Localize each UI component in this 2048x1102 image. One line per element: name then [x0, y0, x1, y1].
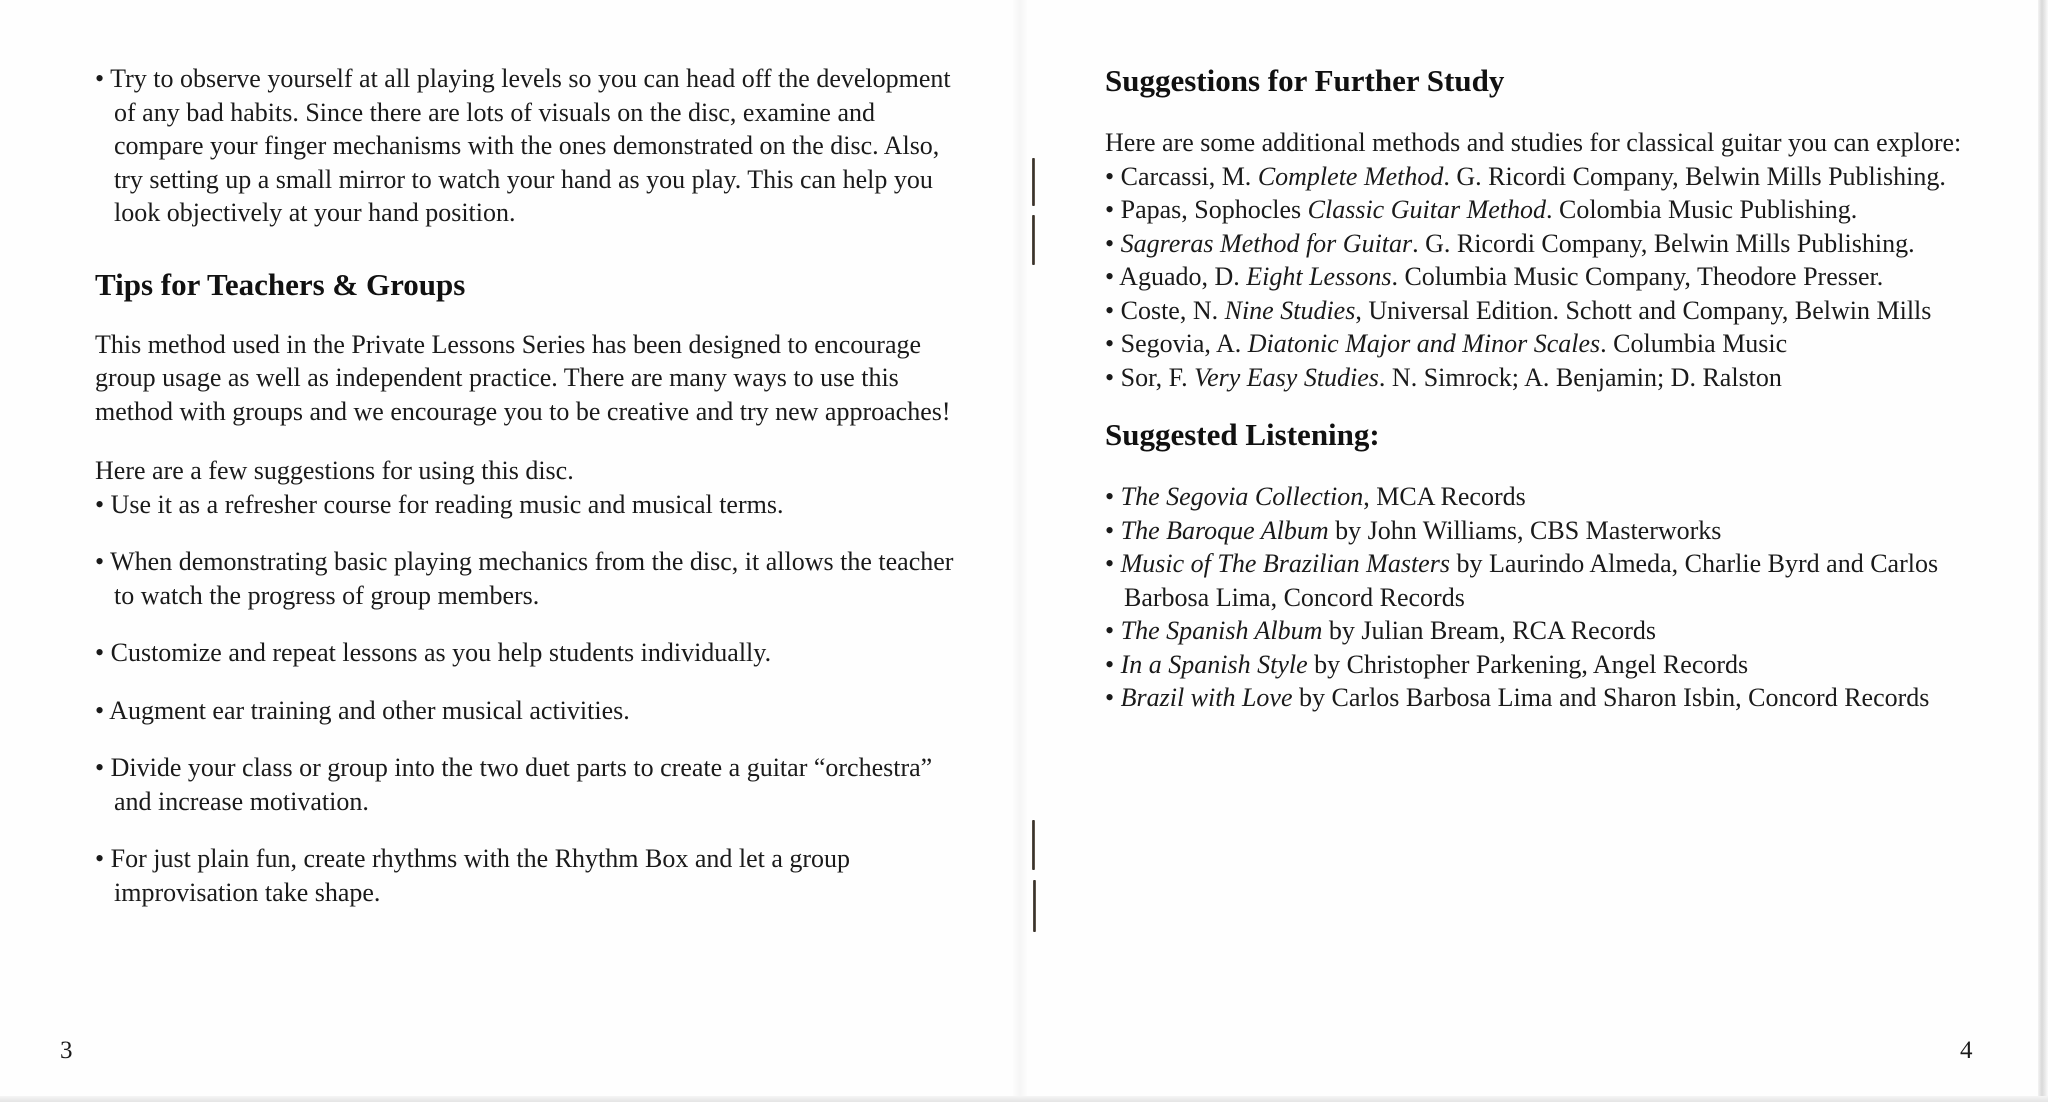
album-title: In a Spanish Style: [1120, 649, 1308, 679]
staple-bottom-lower: [1033, 880, 1036, 932]
study-item: [1105, 361, 2005, 395]
study-author: Carcassi, M.: [1120, 161, 1258, 191]
study-title: Diatonic Major and Minor Scales: [1247, 329, 1601, 358]
listening-item: [1105, 514, 2005, 548]
study-item: [1105, 227, 2005, 261]
teachers-heading: Tips for Teachers & Groups: [95, 266, 466, 302]
suggestion-item: • Customize and repeat lessons as you help students individually.: [95, 636, 955, 670]
album-details: by Christopher Parkening, Angel Records: [1307, 649, 1749, 679]
right-page-content: [1105, 62, 2005, 715]
staple-top-upper: [1032, 158, 1035, 206]
album-details: by Laurindo Almeda, Charlie Byrd and Carlos Barbosa Lima, Concord Records: [1124, 549, 1939, 612]
album-title: The Spanish Album: [1120, 616, 1323, 645]
album-title: The Segovia Collection: [1120, 482, 1364, 511]
study-publisher: . Columbia Music Company, Theodore Presser.: [1391, 262, 1884, 291]
right-page: [1020, 0, 2040, 1102]
study-item: [1105, 260, 2005, 294]
page-number-right: 4: [1960, 1037, 1973, 1064]
staple-top-lower: [1032, 215, 1035, 265]
suggestion-item: • Use it as a refresher course for reading music and musical terms.: [95, 488, 955, 522]
album-details: by Carlos Barbosa Lima and Sharon Isbin, Concord Records: [1292, 683, 1930, 712]
album-title: Brazil with Love: [1120, 683, 1293, 712]
page-number-left: 3: [60, 1037, 73, 1064]
suggestion-item: • Divide your class or group into the two duet parts to create a guitar “orchestra” and increase motivation.: [95, 751, 955, 818]
page-edge-right: [2038, 0, 2048, 1102]
study-author: Aguado, D.: [1119, 262, 1247, 291]
study-publisher: . G. Ricordi Company, Belwin Mills Publishing.: [1412, 228, 1915, 258]
further-study-heading: Suggestions for Further Study: [1105, 63, 1505, 98]
listening-item: [1105, 681, 2005, 715]
album-title: The Baroque Album: [1120, 515, 1329, 545]
study-author: Coste, N.: [1120, 295, 1225, 325]
suggestions-intro: Here are a few suggestions for using this disc.: [95, 456, 574, 485]
study-title: Eight Lessons: [1246, 262, 1392, 291]
left-page-content: [95, 62, 955, 909]
study-item: [1105, 160, 2005, 194]
album-details: , MCA Records: [1363, 482, 1526, 511]
study-publisher: . Colombia Music Publishing.: [1546, 195, 1858, 224]
study-list: [1105, 160, 2005, 395]
study-publisher: , Universal Edition. Schott and Company, Belwin Mills: [1355, 295, 1932, 325]
study-publisher: . G. Ricordi Company, Belwin Mills Publishing.: [1443, 161, 1946, 191]
study-author: Segovia, A.: [1120, 329, 1248, 358]
listening-item: [1105, 648, 2005, 682]
study-publisher: . Columbia Music: [1600, 329, 1788, 358]
album-details: by John Williams, CBS Masterworks: [1328, 515, 1722, 545]
study-item: [1105, 327, 2005, 361]
album-title: Music of The Brazilian Masters: [1120, 549, 1450, 578]
intro-bullet: • Try to observe yourself at all playing levels so you can head off the development of any bad habits. Since there are lots of visuals on the disc, examine and compare your finger mechanisms with the ones demonstrated on the disc. Also, try setting up a small mirror to watch your hand as you play. This can help you look objectively at your hand position.: [95, 62, 955, 230]
study-item: [1105, 193, 2005, 227]
album-details: by Julian Bream, RCA Records: [1322, 616, 1657, 645]
center-fold: [1012, 0, 1028, 1102]
left-page: [0, 0, 1020, 1102]
staple-bottom-upper: [1032, 820, 1035, 870]
listening-item: [1105, 547, 2005, 614]
suggestion-item: • Augment ear training and other musical activities.: [95, 694, 955, 728]
suggestion-item: • For just plain fun, create rhythms with the Rhythm Box and let a group improvisation take shape.: [95, 842, 955, 909]
listening-item: [1105, 614, 2005, 648]
study-author: Papas, Sophocles: [1120, 195, 1308, 224]
further-study-intro: Here are some additional methods and studies for classical guitar you can explore:: [1105, 128, 1962, 157]
listening-heading: Suggested Listening:: [1105, 417, 1380, 452]
study-title: Very Easy Studies: [1194, 362, 1379, 392]
study-title: Classic Guitar Method: [1307, 195, 1546, 224]
listening-item: [1105, 480, 2005, 514]
study-author: Sor, F.: [1120, 362, 1195, 392]
suggestion-item: • When demonstrating basic playing mechanics from the disc, it allows the teacher to watch the progress of group members.: [95, 545, 955, 612]
study-title: Nine Studies: [1224, 295, 1356, 325]
page-edge-bottom: [0, 1096, 2048, 1102]
study-publisher: . N. Simrock; A. Benjamin; D. Ralston: [1378, 362, 1782, 392]
teachers-paragraph: This method used in the Private Lessons Series has been designed to encourage group usage as well as independent practice. There are many ways to use this method with groups and we encourage you to be creative and try new approaches!: [95, 329, 951, 426]
study-title: Complete Method: [1257, 161, 1444, 191]
study-title: Sagreras Method for Guitar: [1120, 228, 1413, 258]
study-item: [1105, 294, 2005, 328]
listening-list: [1105, 480, 2005, 715]
